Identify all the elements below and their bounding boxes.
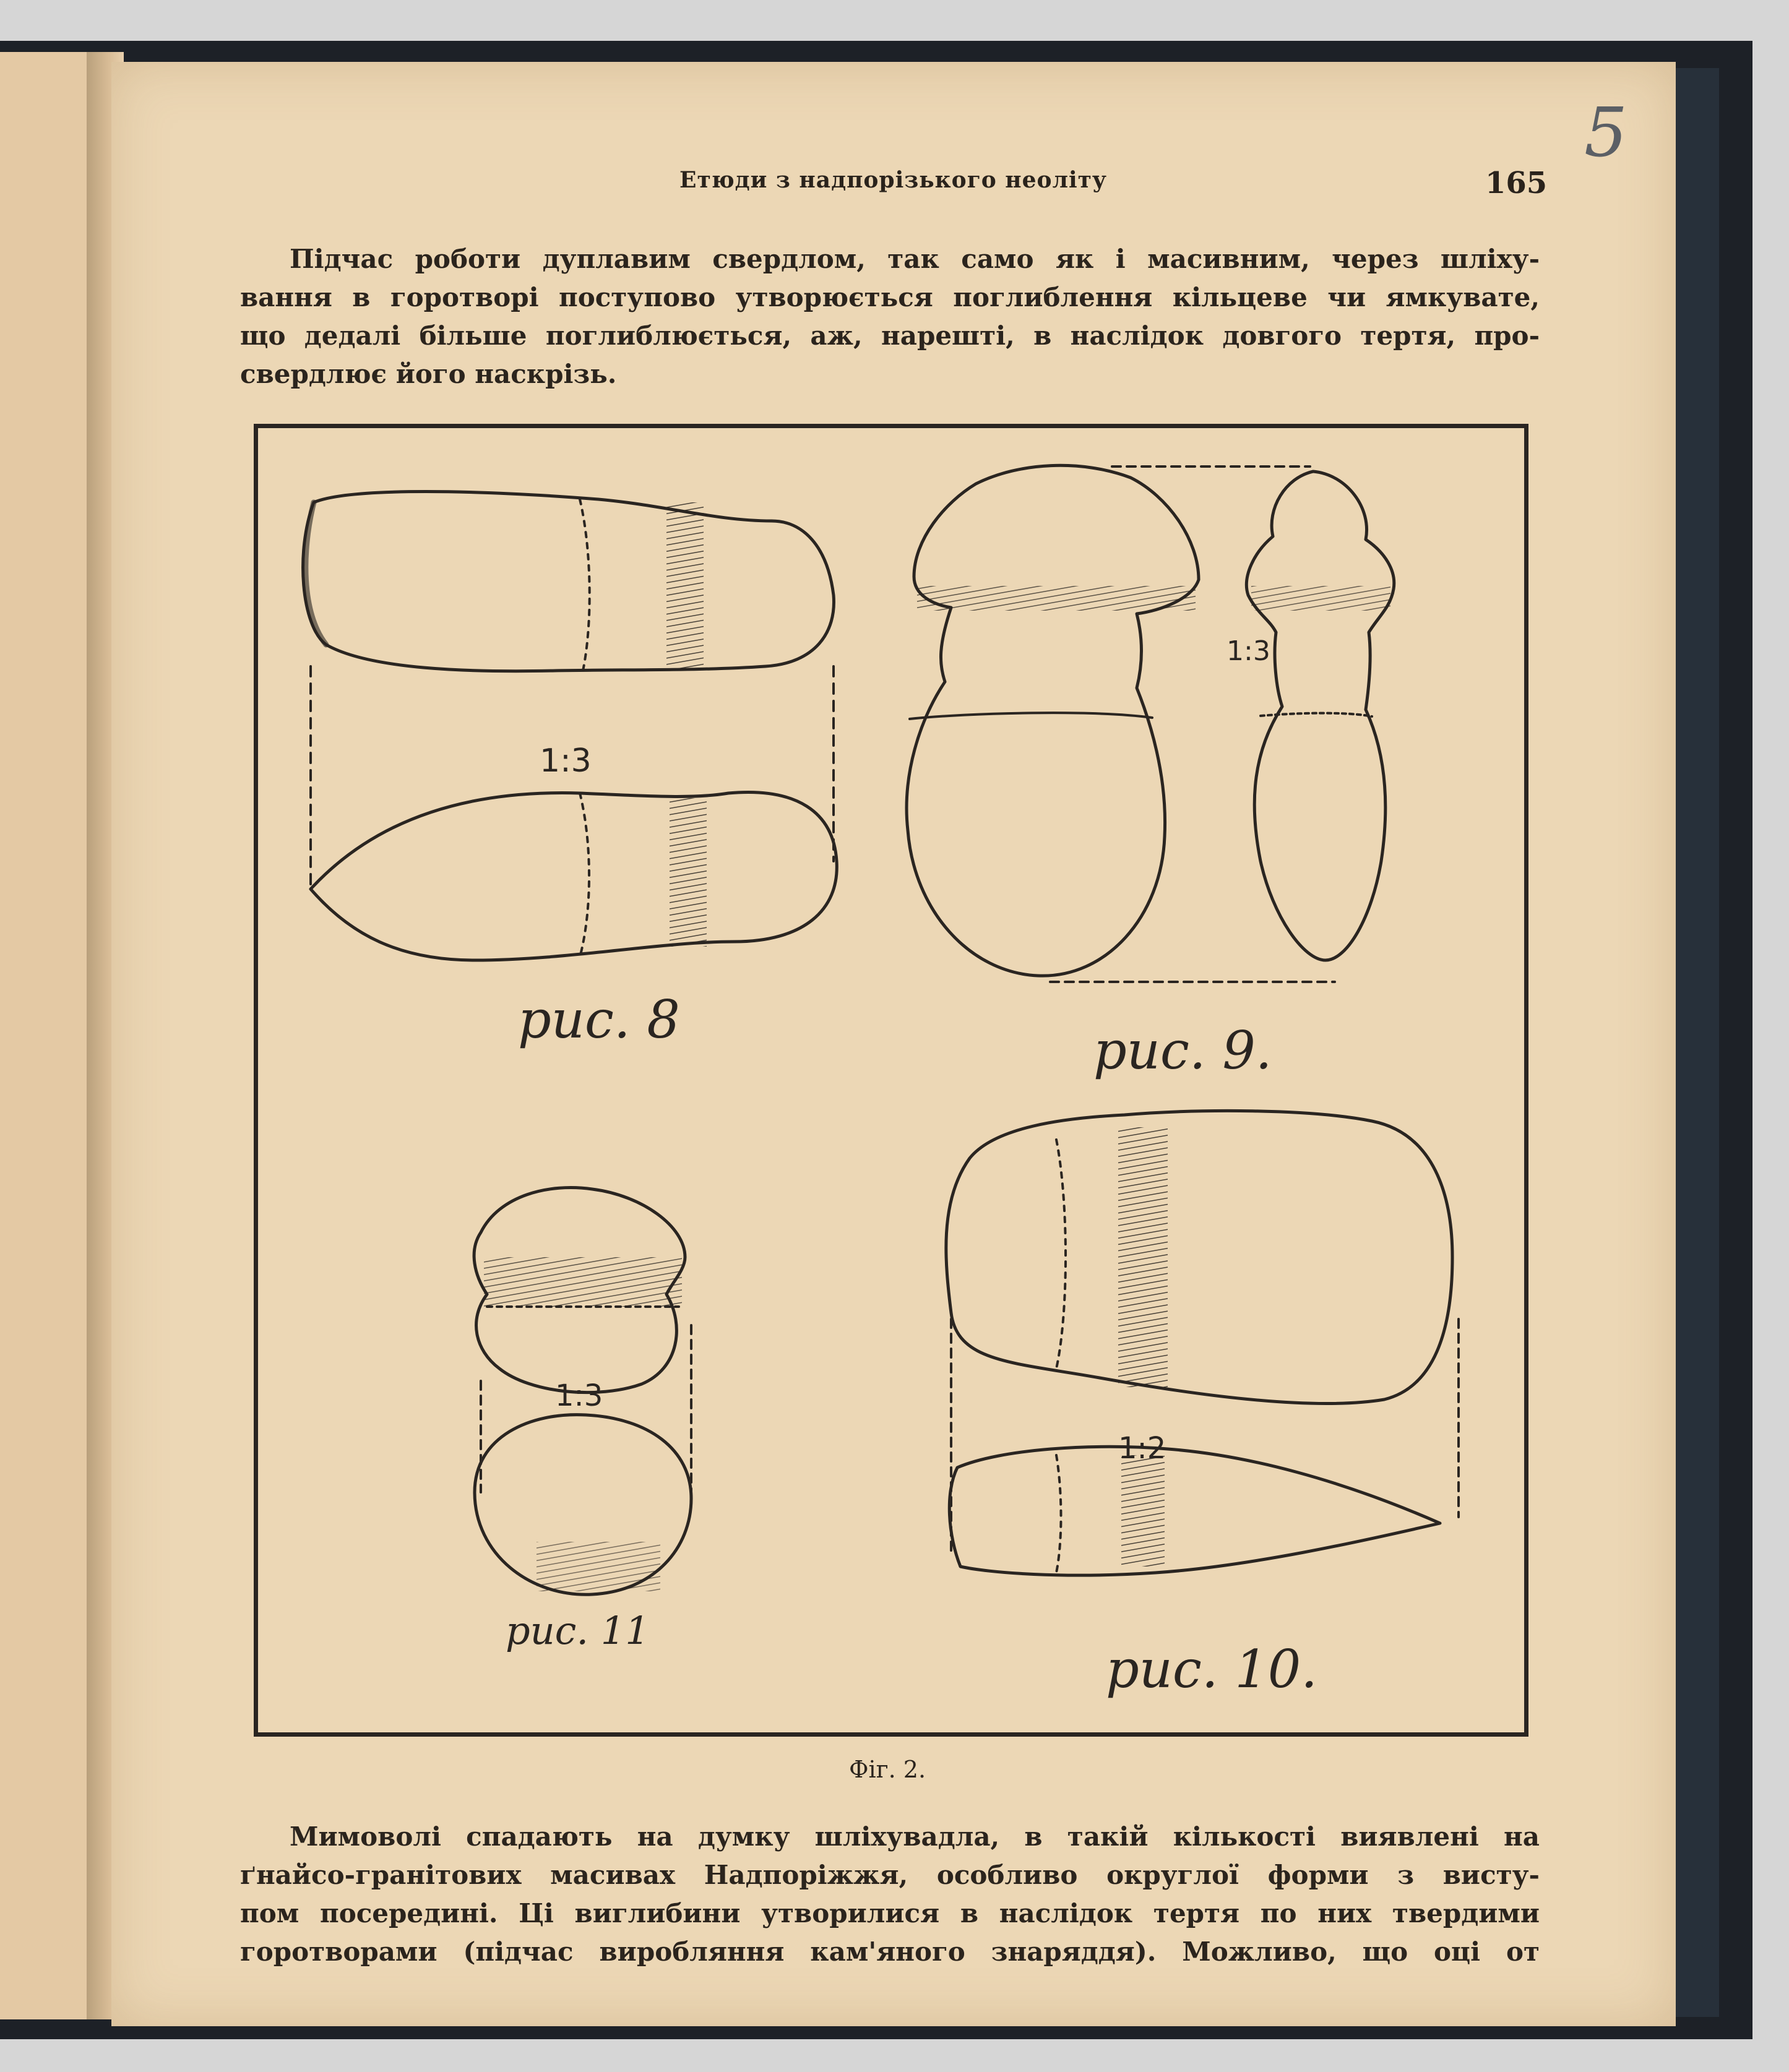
axe-fig10-top-view: [946, 1111, 1452, 1403]
axe-fig8-side-view: [311, 792, 837, 960]
paragraph-line: Підчас роботи дуплавим свердлом, так само як і масивним, через шліху-: [290, 244, 1540, 274]
figure-frame: [254, 424, 1528, 1737]
fig11-label: рис. 11: [506, 1608, 650, 1653]
fig10-scale-label: 1:2: [1118, 1431, 1166, 1466]
axe-fig9-side-view: [1246, 471, 1394, 960]
running-head: Етюди з надпорізького неоліту: [679, 167, 1107, 193]
fig11-scale-label: 1:3: [555, 1378, 603, 1413]
paragraph-line: горотворами (підчас виробляння кам'яного знаряддя). Можливо, що оці от: [240, 1937, 1540, 1967]
axe-fig11-bottom-view: [475, 1415, 691, 1595]
paragraph-line: Мимоволі спадають на думку шліхувадла, в такій кількості виявлені на: [290, 1821, 1540, 1852]
fig9-label: рис. 9.: [1093, 1020, 1272, 1081]
paragraph-line: вання в горотворі поступово утворюється поглиблення кільцеве чи ямкувате,: [240, 282, 1540, 312]
page-number: 165: [1485, 166, 1548, 200]
fig8-scale-label: 1:3: [540, 742, 592, 780]
handwritten-page-number: 5: [1584, 93, 1627, 172]
axe-fig10-side-view: [949, 1447, 1440, 1575]
paragraph-line: свердлює його наскрізь.: [240, 359, 617, 389]
figure-caption: Фіг. 2.: [849, 1756, 926, 1783]
figure-drawing: [258, 428, 1524, 1732]
fig8-label: рис. 8: [518, 989, 680, 1050]
paragraph-top: [240, 240, 1540, 393]
left-page-edge: [0, 52, 99, 2019]
axe-fig11-top-view: [474, 1188, 685, 1393]
paragraph-line: ґнайсо-гранітових масивах Надпоріжжя, особливо округлої форми з висту-: [240, 1860, 1540, 1890]
fig10-label: рис. 10.: [1106, 1639, 1317, 1700]
fig9-scale-label: 1:3: [1226, 635, 1270, 667]
paragraph-bottom: [240, 1818, 1540, 1971]
cover-edge: [1676, 68, 1719, 2017]
paragraph-line: пом посередині. Ці виглибини утворилися в наслідок тертя по них твердими: [240, 1898, 1540, 1928]
axe-fig8-top-view: [303, 492, 834, 671]
paragraph-line: що дедалі більше поглиблюється, аж, нарешті, в наслідок довгого тертя, про-: [240, 320, 1540, 351]
axe-fig9-front-view: [907, 465, 1199, 976]
